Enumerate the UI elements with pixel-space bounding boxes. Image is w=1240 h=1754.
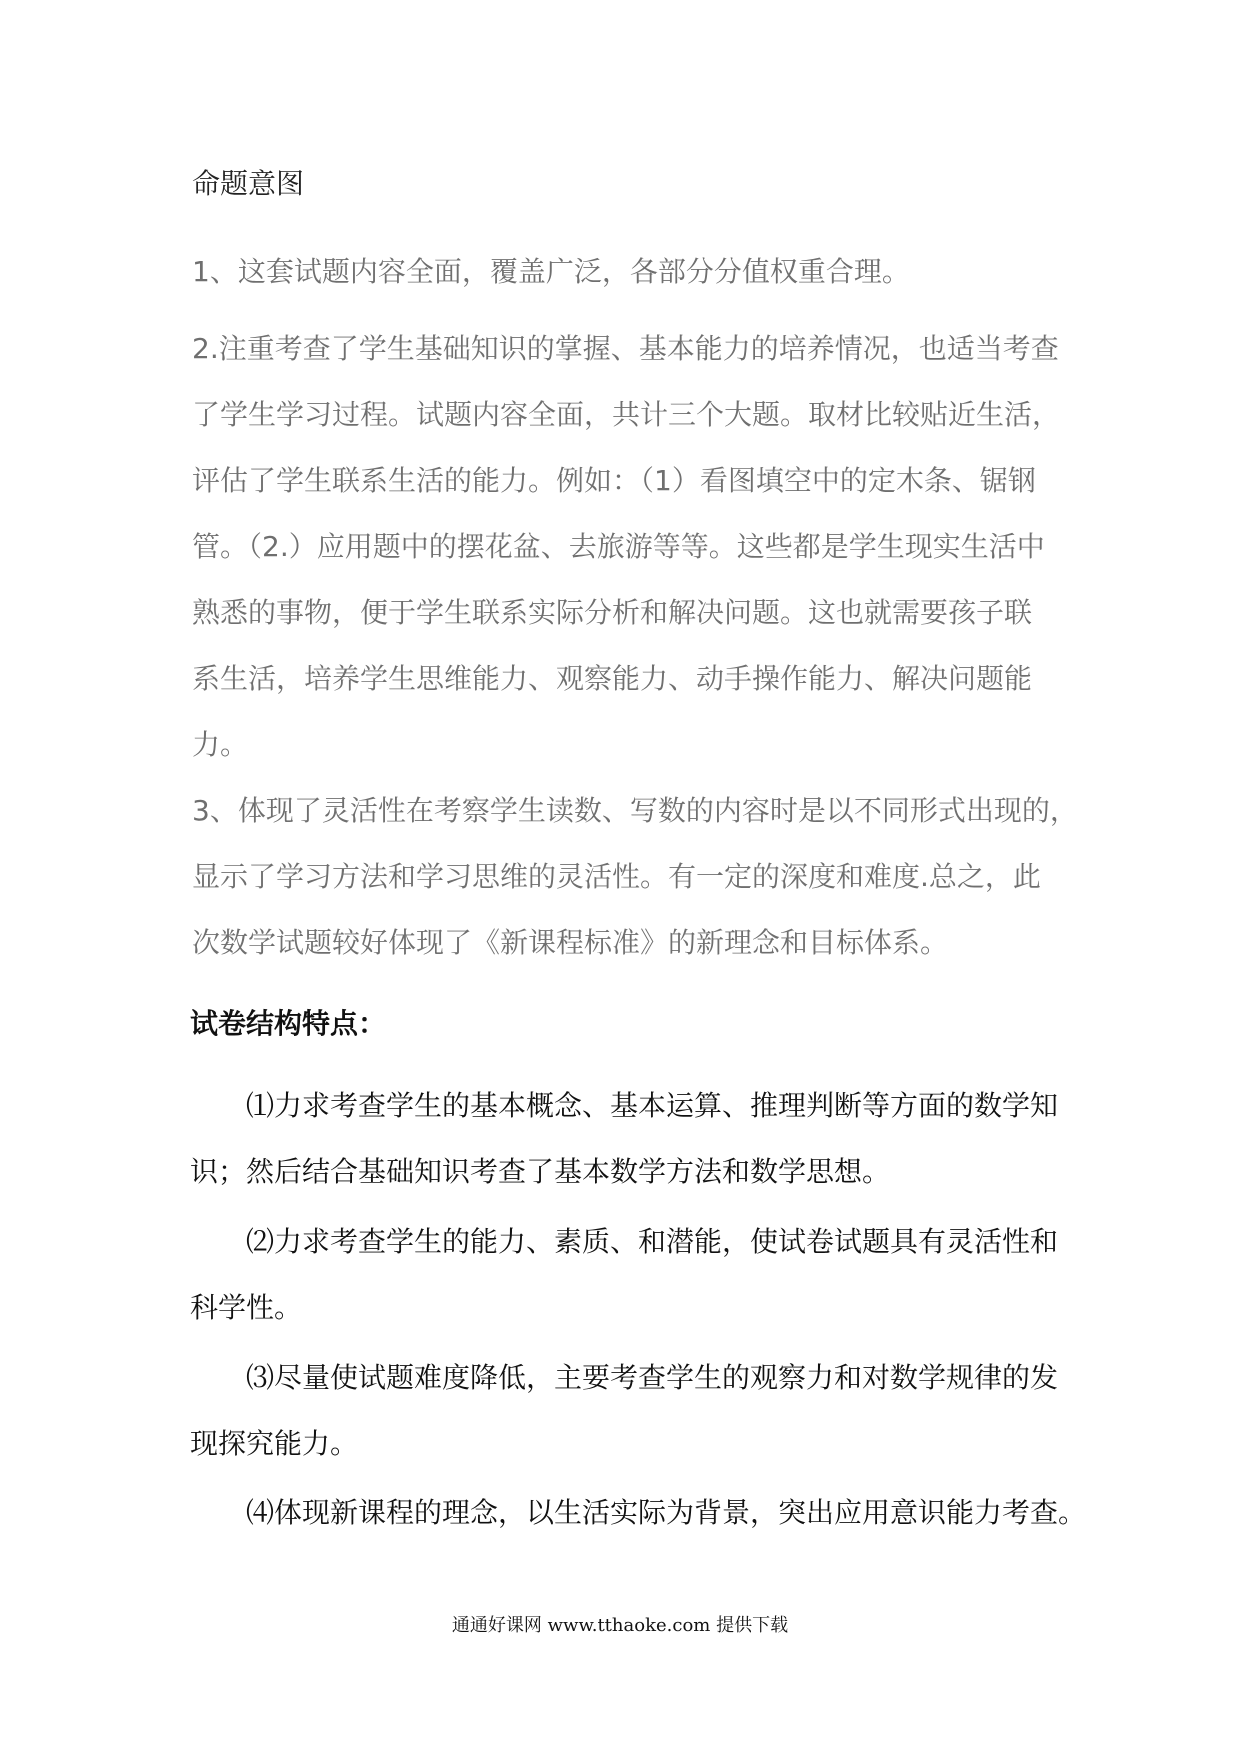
intent-point-1: 1、这套试题内容全面，覆盖广泛，各部分分值权重合理。	[192, 255, 910, 288]
paragraph-line: 科学性。	[190, 1291, 303, 1324]
structure-item-3	[190, 1345, 1090, 1477]
paragraph-line: 显示了学习方法和学习思维的灵活性。有一定的深度和难度.总之，此	[192, 860, 1041, 893]
paragraph-line: ⑴力求考查学生的基本概念、基本运算、推理判断等方面的数学知	[246, 1089, 1059, 1122]
page-footer: 通通好课网 www.tthaoke.com 提供下载	[451, 1615, 789, 1636]
intent-heading: 命题意图	[192, 167, 305, 200]
paragraph-line: 熟悉的事物，便于学生联系实际分析和解决问题。这也就需要孩子联	[192, 596, 1033, 629]
structure-item-1	[190, 1073, 1090, 1205]
structure-item-4	[190, 1480, 1090, 1546]
paragraph-line: 管。（2.）应用题中的摆花盆、去旅游等等。这些都是学生现实生活中	[192, 530, 1045, 563]
structure-heading: 试卷结构特点：	[190, 1007, 387, 1040]
paragraph-line: 3、体现了灵活性在考察学生读数、写数的内容时是以不同形式出现的，	[192, 794, 1078, 827]
paragraph-line: ⑶尽量使试题难度降低，主要考查学生的观察力和对数学规律的发	[246, 1361, 1059, 1394]
intent-point-3	[192, 778, 1092, 976]
paragraph-line: 系生活，培养学生思维能力、观察能力、动手操作能力、解决问题能	[192, 662, 1033, 695]
paragraph-line: ⑷体现新课程的理念，以生活实际为背景，突出应用意识能力考查。	[246, 1496, 1087, 1529]
paragraph-line: ⑵力求考查学生的能力、素质、和潜能，使试卷试题具有灵活性和	[246, 1225, 1059, 1258]
paragraph-line: 现探究能力。	[190, 1427, 359, 1460]
structure-item-2	[190, 1209, 1090, 1341]
paragraph-line: 次数学试题较好体现了《新课程标准》的新理念和目标体系。	[192, 926, 949, 959]
paragraph-line: 力。	[192, 728, 249, 761]
paragraph-line: 评估了学生联系生活的能力。例如：（1）看图填空中的定木条、锯钢	[192, 464, 1036, 497]
intent-point-2	[192, 316, 1092, 778]
paragraph-line: 了学生学习过程。试题内容全面，共计三个大题。取材比较贴近生活，	[192, 398, 1061, 431]
paragraph-line: 2.注重考查了学生基础知识的掌握、基本能力的培养情况，也适当考查	[192, 332, 1059, 365]
paragraph-line: 识；然后结合基础知识考查了基本数学方法和数学思想。	[190, 1155, 891, 1188]
